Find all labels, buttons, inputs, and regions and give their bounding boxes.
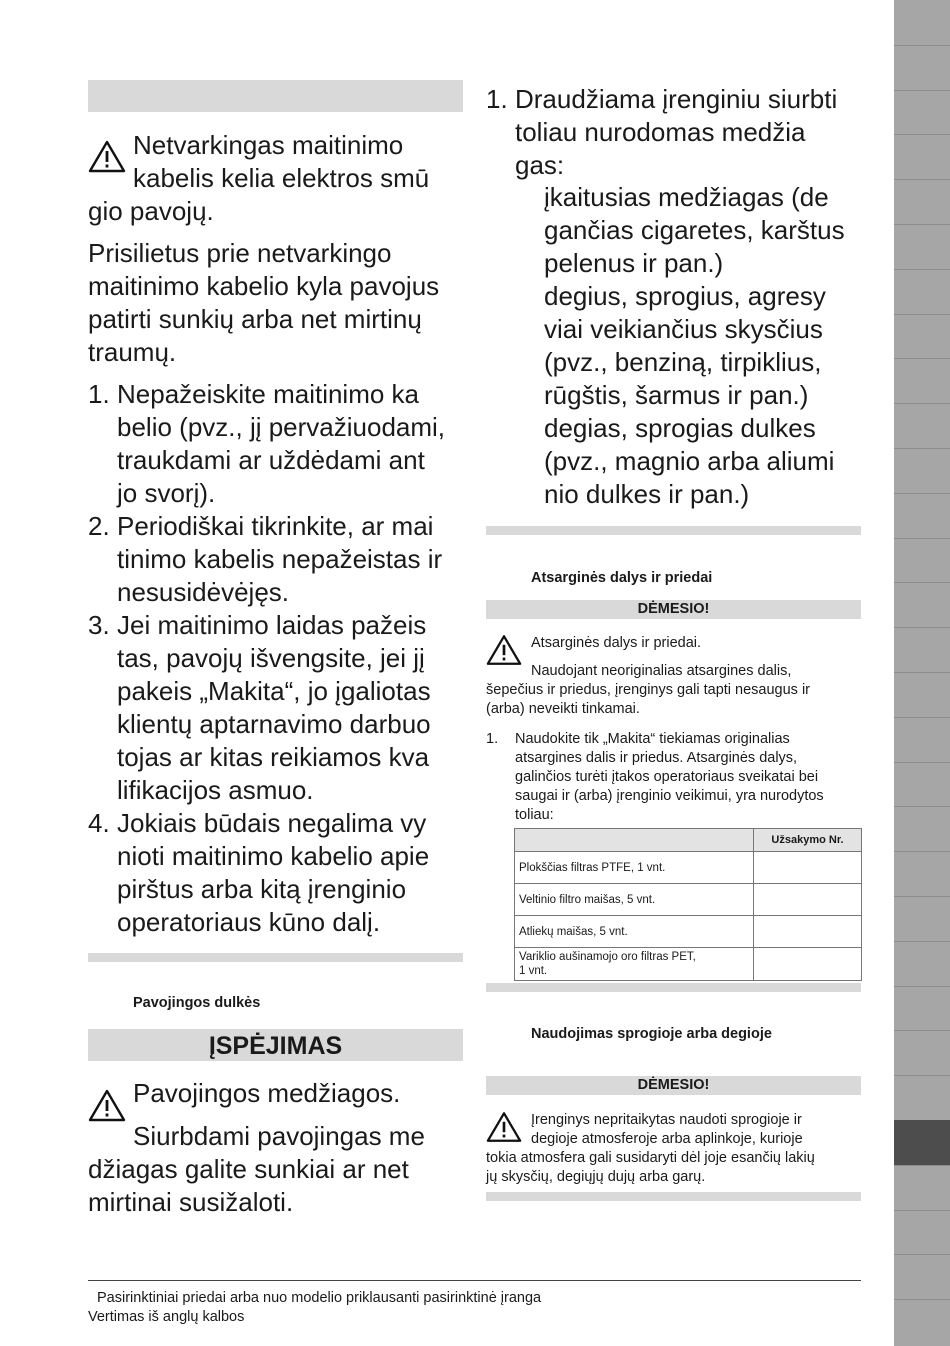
warning-label-bar xyxy=(88,1029,463,1061)
warning-label: ĮSPĖJIMAS xyxy=(208,1032,343,1060)
list-item xyxy=(88,807,468,939)
explosive-warning-line: jų skysčių, degiųjų dujų arba garų. xyxy=(486,1169,706,1185)
list-item xyxy=(88,609,468,807)
column-header-name xyxy=(515,829,754,852)
footer-rule xyxy=(88,1280,861,1281)
chapter-tab-divider xyxy=(894,1299,950,1300)
chapter-tab-divider xyxy=(894,941,950,942)
substance-line: degias, sprogias dulkes xyxy=(544,413,816,443)
chapter-tab-divider xyxy=(894,1210,950,1211)
chapter-tab-divider xyxy=(894,179,950,180)
parts-warning-title: Atsarginės dalys ir priedai. xyxy=(531,635,702,651)
list-number: 1. xyxy=(88,379,110,409)
list-line: lifikacijos asmuo. xyxy=(117,775,314,805)
list-line: Draudžiama įrenginiu siurbti xyxy=(515,84,838,114)
parts-instruction-line: saugai ir (arba) įrenginio veikimui, yra nurodytos xyxy=(515,788,824,804)
list-line: nesusidėvėjęs. xyxy=(117,577,289,607)
chapter-tab-divider xyxy=(894,1075,950,1076)
list-line: operatoriaus kūno dalį. xyxy=(117,907,381,937)
substances-list xyxy=(544,181,845,511)
chapter-tab-divider xyxy=(894,896,950,897)
table-row xyxy=(515,948,862,981)
paragraph-line: patirti sunkių arba net mirtinų xyxy=(88,304,422,334)
list-line: traukdami ar uždėdami ant xyxy=(117,445,425,475)
list-line: tas, pavojų išvengsite, jei jį xyxy=(117,643,425,673)
order-number-cell xyxy=(754,852,862,884)
section-heading-dust: Pavojingos dulkės xyxy=(133,995,261,1011)
warning-text-line: Netvarkingas maitinimo xyxy=(133,130,404,160)
part-name-cell: Variklio aušinamojo oro filtras PET, 1 vnt. xyxy=(515,948,754,981)
attention-bar xyxy=(486,1076,861,1095)
chapter-tab-divider xyxy=(894,1165,950,1166)
warning-triangle-icon xyxy=(88,1089,126,1122)
list-line: gas: xyxy=(515,150,565,180)
parts-instruction-line: Naudokite tik „Makita“ tiekiamas originalias xyxy=(515,731,790,747)
list-line: Jokiais būdais negalima vy xyxy=(117,808,427,838)
section-heading-parts: Atsarginės dalys ir priedai xyxy=(531,570,713,586)
table-row xyxy=(515,852,862,884)
cable-safety-list xyxy=(88,378,468,939)
chapter-tab-divider xyxy=(894,672,950,673)
substance-line: viai veikiančius skysčius xyxy=(544,314,823,344)
chapter-tab-divider xyxy=(894,134,950,135)
part-name-cell: Veltinio filtro maišas, 5 vnt. xyxy=(515,884,754,916)
warning-text-line: mirtinai susižaloti. xyxy=(88,1187,294,1217)
section-divider xyxy=(486,983,861,992)
chapter-tab-divider xyxy=(894,538,950,539)
list-line: pakeis „Makita“, jo įgaliotas xyxy=(117,676,431,706)
warning-text-line: džiagas galite sunkiai ar net xyxy=(88,1154,409,1184)
list-line: Periodiškai tikrinkite, ar mai xyxy=(117,511,434,541)
list-line: pirštus arba kitą įrenginio xyxy=(117,874,407,904)
substance-line: (pvz., benziną, tirpiklius, xyxy=(544,347,822,377)
chapter-tab-divider xyxy=(894,1254,950,1255)
warning-text-line: Siurbdami pavojingas me xyxy=(133,1121,425,1151)
chapter-tab-divider xyxy=(894,851,950,852)
list-number: 2. xyxy=(88,511,110,541)
order-number-cell xyxy=(754,948,862,981)
parts-warning-line: (arba) neveikti tinkamai. xyxy=(486,701,640,717)
table-header-row xyxy=(515,829,862,852)
warning-text-line: Pavojingos medžiagos. xyxy=(133,1078,401,1108)
order-number-cell xyxy=(754,884,862,916)
substance-line: įkaitusias medžiagas (de xyxy=(544,182,829,212)
order-number-cell xyxy=(754,916,862,948)
chapter-tab-divider xyxy=(894,986,950,987)
chapter-tab-divider xyxy=(894,224,950,225)
parts-warning-line: Naudojant neoriginalias atsargines dalis, xyxy=(531,663,792,679)
list-line: jo svorį). xyxy=(117,478,216,508)
parts-instruction-line: atsargines dalis ir priedus. Atsarginės dalys, xyxy=(515,750,798,766)
list-number: 1. xyxy=(486,731,499,747)
paragraph-line: traumų. xyxy=(88,337,177,367)
list-number: 1. xyxy=(486,84,508,114)
chapter-tab-divider xyxy=(894,806,950,807)
substance-line: gančias cigaretes, karštus xyxy=(544,215,845,245)
section-divider xyxy=(88,953,463,962)
chapter-tab-divider xyxy=(894,314,950,315)
warning-text-line: gio pavojų. xyxy=(88,196,214,226)
parts-instruction xyxy=(515,730,861,825)
parts-warning-line: šepečius ir priedus, įrenginys gali tapti nesaugus ir xyxy=(486,682,811,698)
table-row xyxy=(515,884,862,916)
chapter-tab-divider xyxy=(894,90,950,91)
list-line: Nepažeiskite maitinimo ka xyxy=(117,379,420,409)
attention-label: DĖMESIO! xyxy=(637,1077,710,1093)
chapter-tabs-sidebar xyxy=(894,0,950,1346)
footer-translation-note: Vertimas iš anglų kalbos xyxy=(88,1309,245,1325)
paragraph-line: maitinimo kabelio kyla pavojus xyxy=(88,271,440,301)
list-number: 4. xyxy=(88,808,110,838)
explosive-warning-line: tokia atmosfera gali susidaryti dėl joje esančių lakių xyxy=(486,1150,815,1166)
list-line: klientų aptarnavimo darbuo xyxy=(117,709,431,739)
section-divider xyxy=(486,1192,861,1201)
warning-triangle-icon xyxy=(486,1111,522,1143)
chapter-tab-divider xyxy=(894,1030,950,1031)
list-line: Jei maitinimo laidas pažeis xyxy=(117,610,427,640)
chapter-tab-divider xyxy=(894,45,950,46)
attention-label: DĖMESIO! xyxy=(637,601,710,617)
spare-parts-table xyxy=(514,828,862,981)
list-line: nioti maitinimo kabelio apie xyxy=(117,841,430,871)
list-item xyxy=(88,510,468,609)
explosive-warning-line: degioje atmosferoje arba aplinkoje, kurioje xyxy=(531,1131,803,1147)
substance-line: (pvz., magnio arba aliumi xyxy=(544,446,835,476)
warning-triangle-icon xyxy=(88,140,126,173)
part-name-cell: Plokščias filtras PTFE, 1 vnt. xyxy=(515,852,754,884)
chapter-tab-divider xyxy=(894,493,950,494)
chapter-tab-divider xyxy=(894,448,950,449)
chapter-tab-divider xyxy=(894,762,950,763)
chapter-tab-divider xyxy=(894,269,950,270)
parts-instruction-line: toliau: xyxy=(515,807,554,823)
attention-bar xyxy=(486,600,861,619)
warning-triangle-icon xyxy=(486,634,522,666)
section-divider xyxy=(486,526,861,535)
paragraph-line: Prisilietus prie netvarkingo xyxy=(88,238,392,268)
section-heading-explosive: Naudojimas sprogioje arba degioje xyxy=(531,1026,772,1042)
substance-line: nio dulkes ir pan.) xyxy=(544,479,750,509)
list-line: belio (pvz., jį pervažiuodami, xyxy=(117,412,446,442)
chapter-tab-divider xyxy=(894,358,950,359)
chapter-tab-divider xyxy=(894,627,950,628)
list-item xyxy=(88,378,468,510)
list-line: tinimo kabelis nepažeistas ir xyxy=(117,544,443,574)
list-number: 3. xyxy=(88,610,110,640)
section-header-bar xyxy=(88,80,463,112)
column-header-order: Užsakymo Nr. xyxy=(754,829,862,852)
substance-line: pelenus ir pan.) xyxy=(544,248,724,278)
substance-line: degius, sprogius, agresy xyxy=(544,281,826,311)
warning-text-line: kabelis kelia elektros smū xyxy=(133,163,430,193)
explosive-warning-line: Įrenginys nepritaikytas naudoti sprogioje ir xyxy=(531,1112,802,1128)
chapter-tab-divider xyxy=(894,717,950,718)
list-line: tojas ar kitas reikiamos kva xyxy=(117,742,430,772)
table-row xyxy=(515,916,862,948)
list-line: toliau nurodomas medžia xyxy=(515,117,806,147)
chapter-tab-divider xyxy=(894,582,950,583)
active-chapter-tab xyxy=(894,1120,950,1165)
chapter-tab-divider xyxy=(894,403,950,404)
parts-instruction-line: galinčios turėti įtakos operatoriaus sveikatai bei xyxy=(515,769,819,785)
part-name-cell: Atliekų maišas, 5 vnt. xyxy=(515,916,754,948)
footer-note: Pasirinktiniai priedai arba nuo modelio priklausanti pasirinktinė įranga xyxy=(97,1290,542,1306)
substance-line: rūgštis, šarmus ir pan.) xyxy=(544,380,809,410)
